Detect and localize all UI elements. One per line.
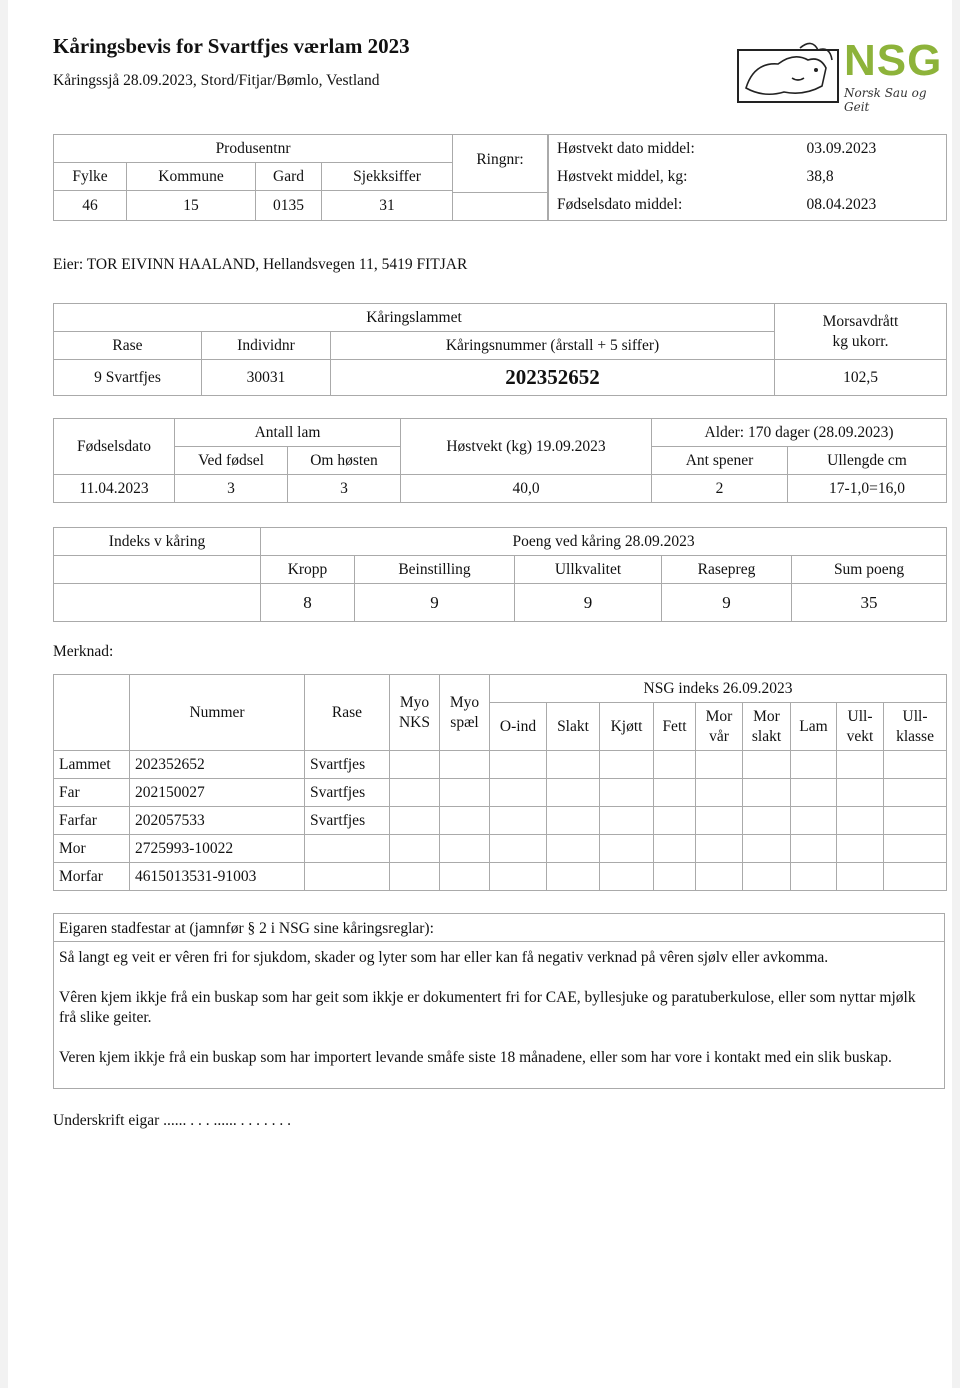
pedigree-row bbox=[54, 835, 947, 863]
pedigree-row bbox=[54, 863, 947, 891]
ringnr-table bbox=[452, 134, 548, 221]
pedigree-role: Morfar bbox=[54, 863, 130, 891]
weight-row-value: 38,8 bbox=[802, 164, 947, 191]
kropp-value: 8 bbox=[261, 584, 355, 622]
ull-klasse-label-line1: Ull- bbox=[902, 707, 928, 725]
pedigree-empty-cell bbox=[791, 807, 837, 835]
pedigree-empty-cell bbox=[490, 779, 547, 807]
sheep-goat-drawing-icon bbox=[734, 38, 844, 108]
rase-value: 9 Svartfjes bbox=[54, 360, 202, 396]
sjekksiffer-label: Sjekksiffer bbox=[322, 163, 453, 191]
gard-value: 0135 bbox=[256, 191, 322, 221]
lamb-group-label: Kåringslammet bbox=[54, 304, 775, 332]
pedigree-rase: Svartfjes bbox=[305, 779, 390, 807]
pedigree-empty-cell bbox=[696, 807, 743, 835]
kropp-label: Kropp bbox=[261, 556, 355, 584]
weight-row-label: Høstvekt middel, kg: bbox=[549, 164, 802, 191]
mother-yield-label-line2: kg ukorr. bbox=[832, 332, 889, 350]
pedigree-empty-cell bbox=[743, 779, 791, 807]
nummer-label: Nummer bbox=[130, 675, 305, 751]
mor-var-label-line2: vår bbox=[709, 727, 729, 745]
pedigree-empty-cell bbox=[696, 779, 743, 807]
beinstilling-value: 9 bbox=[355, 584, 515, 622]
ringnr-value bbox=[453, 193, 548, 221]
logo-text: NSG bbox=[844, 36, 943, 85]
rase-label: Rase bbox=[54, 332, 202, 360]
pedigree-empty-cell bbox=[696, 751, 743, 779]
pedigree-empty-cell bbox=[547, 751, 600, 779]
ull-klasse-label bbox=[884, 703, 947, 751]
pedigree-empty-cell bbox=[743, 807, 791, 835]
sum-poeng-value: 35 bbox=[792, 584, 947, 622]
sum-poeng-label: Sum poeng bbox=[792, 556, 947, 584]
producer-table bbox=[53, 134, 453, 221]
karingsnummer-label: Kåringsnummer (årstall + 5 siffer) bbox=[331, 332, 775, 360]
birth-date-value: 11.04.2023 bbox=[54, 475, 175, 503]
pedigree-empty-cell bbox=[390, 779, 440, 807]
ull-vekt-label-line2: vekt bbox=[846, 727, 874, 745]
pedigree-rase bbox=[305, 863, 390, 891]
mother-yield-label bbox=[775, 304, 947, 360]
spener-label: Ant spener bbox=[652, 447, 788, 475]
pedigree-empty-cell bbox=[884, 751, 947, 779]
document-title: Kåringsbevis for Svartfjes værlam 2023 bbox=[53, 34, 410, 58]
pedigree-empty-cell bbox=[440, 835, 490, 863]
declaration-box bbox=[53, 913, 945, 1089]
ved-fodsel-value: 3 bbox=[175, 475, 288, 503]
pedigree-empty-cell bbox=[654, 807, 696, 835]
pedigree-row bbox=[54, 751, 947, 779]
pedigree-rase: Svartfjes bbox=[305, 807, 390, 835]
pedigree-empty-cell bbox=[743, 835, 791, 863]
rasepreg-label: Rasepreg bbox=[662, 556, 792, 584]
kommune-value: 15 bbox=[127, 191, 256, 221]
pedigree-corner-cell bbox=[54, 675, 130, 751]
weight-row-value: 03.09.2023 bbox=[802, 135, 947, 164]
pedigree-empty-cell bbox=[884, 779, 947, 807]
pedigree-empty-cell bbox=[390, 835, 440, 863]
pedigree-table bbox=[53, 674, 947, 891]
hostvekt-value: 40,0 bbox=[401, 475, 652, 503]
producer-group-label: Produsentnr bbox=[54, 135, 453, 163]
fett-label: Fett bbox=[654, 703, 696, 751]
ved-fodsel-label: Ved fødsel bbox=[175, 447, 288, 475]
declaration-p3: Veren kjem ikkje frå ein buskap som har importert levande småfe siste 18 månadene, eller som har vore i kontakt med ein slik buskap. bbox=[59, 1049, 892, 1066]
pedigree-empty-cell bbox=[884, 835, 947, 863]
pedigree-empty-cell bbox=[837, 751, 884, 779]
points-group-label: Poeng ved kåring 28.09.2023 bbox=[261, 528, 947, 556]
pedigree-nummer: 4615013531-91003 bbox=[130, 863, 305, 891]
weight-row-label: Fødselsdato middel: bbox=[549, 191, 802, 221]
pedigree-row bbox=[54, 779, 947, 807]
pedigree-empty-cell bbox=[547, 863, 600, 891]
slakt-label: Slakt bbox=[547, 703, 600, 751]
fylke-value: 46 bbox=[54, 191, 127, 221]
mor-var-label-line1: Mor bbox=[705, 707, 733, 725]
pedigree-empty-cell bbox=[654, 863, 696, 891]
myo-nks-label-line1: Myo bbox=[399, 693, 430, 711]
individ-label: Individnr bbox=[202, 332, 331, 360]
pedigree-role: Mor bbox=[54, 835, 130, 863]
pedigree-empty-cell bbox=[440, 807, 490, 835]
ull-vekt-label-line1: Ull- bbox=[847, 707, 873, 725]
beinstilling-label: Beinstilling bbox=[355, 556, 515, 584]
declaration-header: Eigaren stadfestar at (jamnfør § 2 i NSG sine kåringsreglar): bbox=[59, 920, 434, 937]
ringnr-label: Ringnr: bbox=[453, 135, 548, 193]
mor-slakt-label bbox=[743, 703, 791, 751]
mor-var-label bbox=[696, 703, 743, 751]
pedigree-empty-cell bbox=[837, 779, 884, 807]
rasepreg-value: 9 bbox=[662, 584, 792, 622]
ull-klasse-label-line2: klasse bbox=[896, 727, 934, 745]
om-hosten-value: 3 bbox=[288, 475, 401, 503]
pedigree-empty-cell bbox=[600, 863, 654, 891]
myo-nks-label bbox=[390, 675, 440, 751]
pedigree-rase bbox=[305, 835, 390, 863]
pedigree-empty-cell bbox=[654, 835, 696, 863]
pedigree-empty-cell bbox=[390, 863, 440, 891]
pedigree-empty-cell bbox=[791, 779, 837, 807]
pedigree-empty-cell bbox=[390, 807, 440, 835]
pedigree-empty-cell bbox=[884, 863, 947, 891]
gard-label: Gard bbox=[256, 163, 322, 191]
pedigree-empty-cell bbox=[490, 807, 547, 835]
declaration-p1: Så langt eg veit er vêren fri for sjukdom, skader og lyter som har eller kan få negativ verknad på vêren sjølv eller avkomma. bbox=[59, 949, 829, 966]
merknad-label: Merknad: bbox=[53, 643, 114, 660]
om-hosten-label: Om høsten bbox=[288, 447, 401, 475]
lam-label: Lam bbox=[791, 703, 837, 751]
alder-label: Alder: 170 dager (28.09.2023) bbox=[652, 419, 947, 447]
myo-nks-label-line2: NKS bbox=[398, 713, 430, 731]
mor-slakt-label-line2: slakt bbox=[751, 727, 782, 745]
pedigree-empty-cell bbox=[743, 751, 791, 779]
pedigree-rase-label: Rase bbox=[305, 675, 390, 751]
pedigree-empty-cell bbox=[791, 835, 837, 863]
pedigree-empty-cell bbox=[696, 863, 743, 891]
weight-row-label: Høstvekt dato middel: bbox=[549, 135, 802, 164]
pedigree-empty-cell bbox=[600, 807, 654, 835]
spener-value: 2 bbox=[652, 475, 788, 503]
ullkvalitet-value: 9 bbox=[515, 584, 662, 622]
lamb-table bbox=[53, 303, 947, 396]
logo-tagline: Norsk Sau og Geit bbox=[844, 86, 927, 114]
myo-spael-label-line2: spæl bbox=[450, 713, 479, 731]
pedigree-rase: Svartfjes bbox=[305, 751, 390, 779]
pedigree-empty-cell bbox=[440, 751, 490, 779]
pedigree-empty-cell bbox=[791, 751, 837, 779]
ullkvalitet-label: Ullkvalitet bbox=[515, 556, 662, 584]
kommune-label: Kommune bbox=[127, 163, 256, 191]
antall-lam-label: Antall lam bbox=[175, 419, 401, 447]
pedigree-empty-cell bbox=[600, 751, 654, 779]
birth-date-label: Fødselsdato bbox=[54, 419, 175, 475]
pedigree-role: Lammet bbox=[54, 751, 130, 779]
pedigree-empty-cell bbox=[654, 779, 696, 807]
pedigree-row bbox=[54, 807, 947, 835]
nsg-logo bbox=[734, 34, 946, 114]
pedigree-role: Far bbox=[54, 779, 130, 807]
mother-yield-label-line1: Morsavdrått bbox=[822, 312, 899, 330]
pedigree-empty-cell bbox=[791, 863, 837, 891]
ullengde-label: Ullengde cm bbox=[788, 447, 947, 475]
pedigree-empty-cell bbox=[490, 751, 547, 779]
ull-vekt-label bbox=[837, 703, 884, 751]
signature-line: Underskrift eigar ...... . . . ...... . . . . . . . bbox=[53, 1112, 292, 1129]
pedigree-nummer: 202057533 bbox=[130, 807, 305, 835]
weight-row-value: 08.04.2023 bbox=[802, 191, 947, 221]
individ-value: 30031 bbox=[202, 360, 331, 396]
index-empty-cell bbox=[54, 556, 261, 584]
document-subtitle: Kåringssjå 28.09.2023, Stord/Fitjar/Bømlo, Vestland bbox=[53, 72, 380, 89]
pedigree-empty-cell bbox=[547, 807, 600, 835]
weight-table bbox=[548, 134, 947, 221]
index-value bbox=[54, 584, 261, 622]
karingsnummer-value: 202352652 bbox=[331, 360, 775, 396]
document-page bbox=[8, 0, 952, 1388]
pedigree-empty-cell bbox=[837, 835, 884, 863]
pedigree-nummer: 202150027 bbox=[130, 779, 305, 807]
pedigree-empty-cell bbox=[837, 807, 884, 835]
pedigree-empty-cell bbox=[884, 807, 947, 835]
mor-slakt-label-line1: Mor bbox=[753, 707, 780, 725]
birth-table bbox=[53, 418, 947, 503]
kjott-label: Kjøtt bbox=[600, 703, 654, 751]
declaration-p2: Vêren kjem ikkje frå ein buskap som har geit som ikkje er dokumentert fri for CAE, byllesjuke og paratuberkulose, eller som nyttar mjølk frå slike geiter. bbox=[59, 989, 916, 1026]
pedigree-role: Farfar bbox=[54, 807, 130, 835]
pedigree-empty-cell bbox=[440, 779, 490, 807]
myo-spael-label bbox=[440, 675, 490, 751]
pedigree-nummer: 2725993-10022 bbox=[130, 835, 305, 863]
pedigree-empty-cell bbox=[743, 863, 791, 891]
sjekksiffer-value: 31 bbox=[322, 191, 453, 221]
points-table bbox=[53, 527, 947, 622]
myo-spael-label-line1: Myo bbox=[449, 693, 480, 711]
ullengde-value: 17-1,0=16,0 bbox=[788, 475, 947, 503]
owner-line: Eier: TOR EIVINN HAALAND, Hellandsvegen 11, 5419 FITJAR bbox=[53, 256, 468, 273]
pedigree-empty-cell bbox=[654, 751, 696, 779]
mother-yield-value: 102,5 bbox=[775, 360, 947, 396]
fylke-label: Fylke bbox=[54, 163, 127, 191]
pedigree-empty-cell bbox=[390, 751, 440, 779]
o-ind-label: O-ind bbox=[490, 703, 547, 751]
pedigree-empty-cell bbox=[837, 863, 884, 891]
pedigree-empty-cell bbox=[490, 863, 547, 891]
index-label: Indeks v kåring bbox=[54, 528, 261, 556]
pedigree-empty-cell bbox=[696, 835, 743, 863]
pedigree-empty-cell bbox=[440, 863, 490, 891]
pedigree-empty-cell bbox=[600, 779, 654, 807]
pedigree-empty-cell bbox=[600, 835, 654, 863]
nsg-indeks-label: NSG indeks 26.09.2023 bbox=[490, 675, 947, 703]
pedigree-empty-cell bbox=[547, 835, 600, 863]
hostvekt-label: Høstvekt (kg) 19.09.2023 bbox=[401, 419, 652, 475]
pedigree-empty-cell bbox=[547, 779, 600, 807]
pedigree-nummer: 202352652 bbox=[130, 751, 305, 779]
pedigree-empty-cell bbox=[490, 835, 547, 863]
